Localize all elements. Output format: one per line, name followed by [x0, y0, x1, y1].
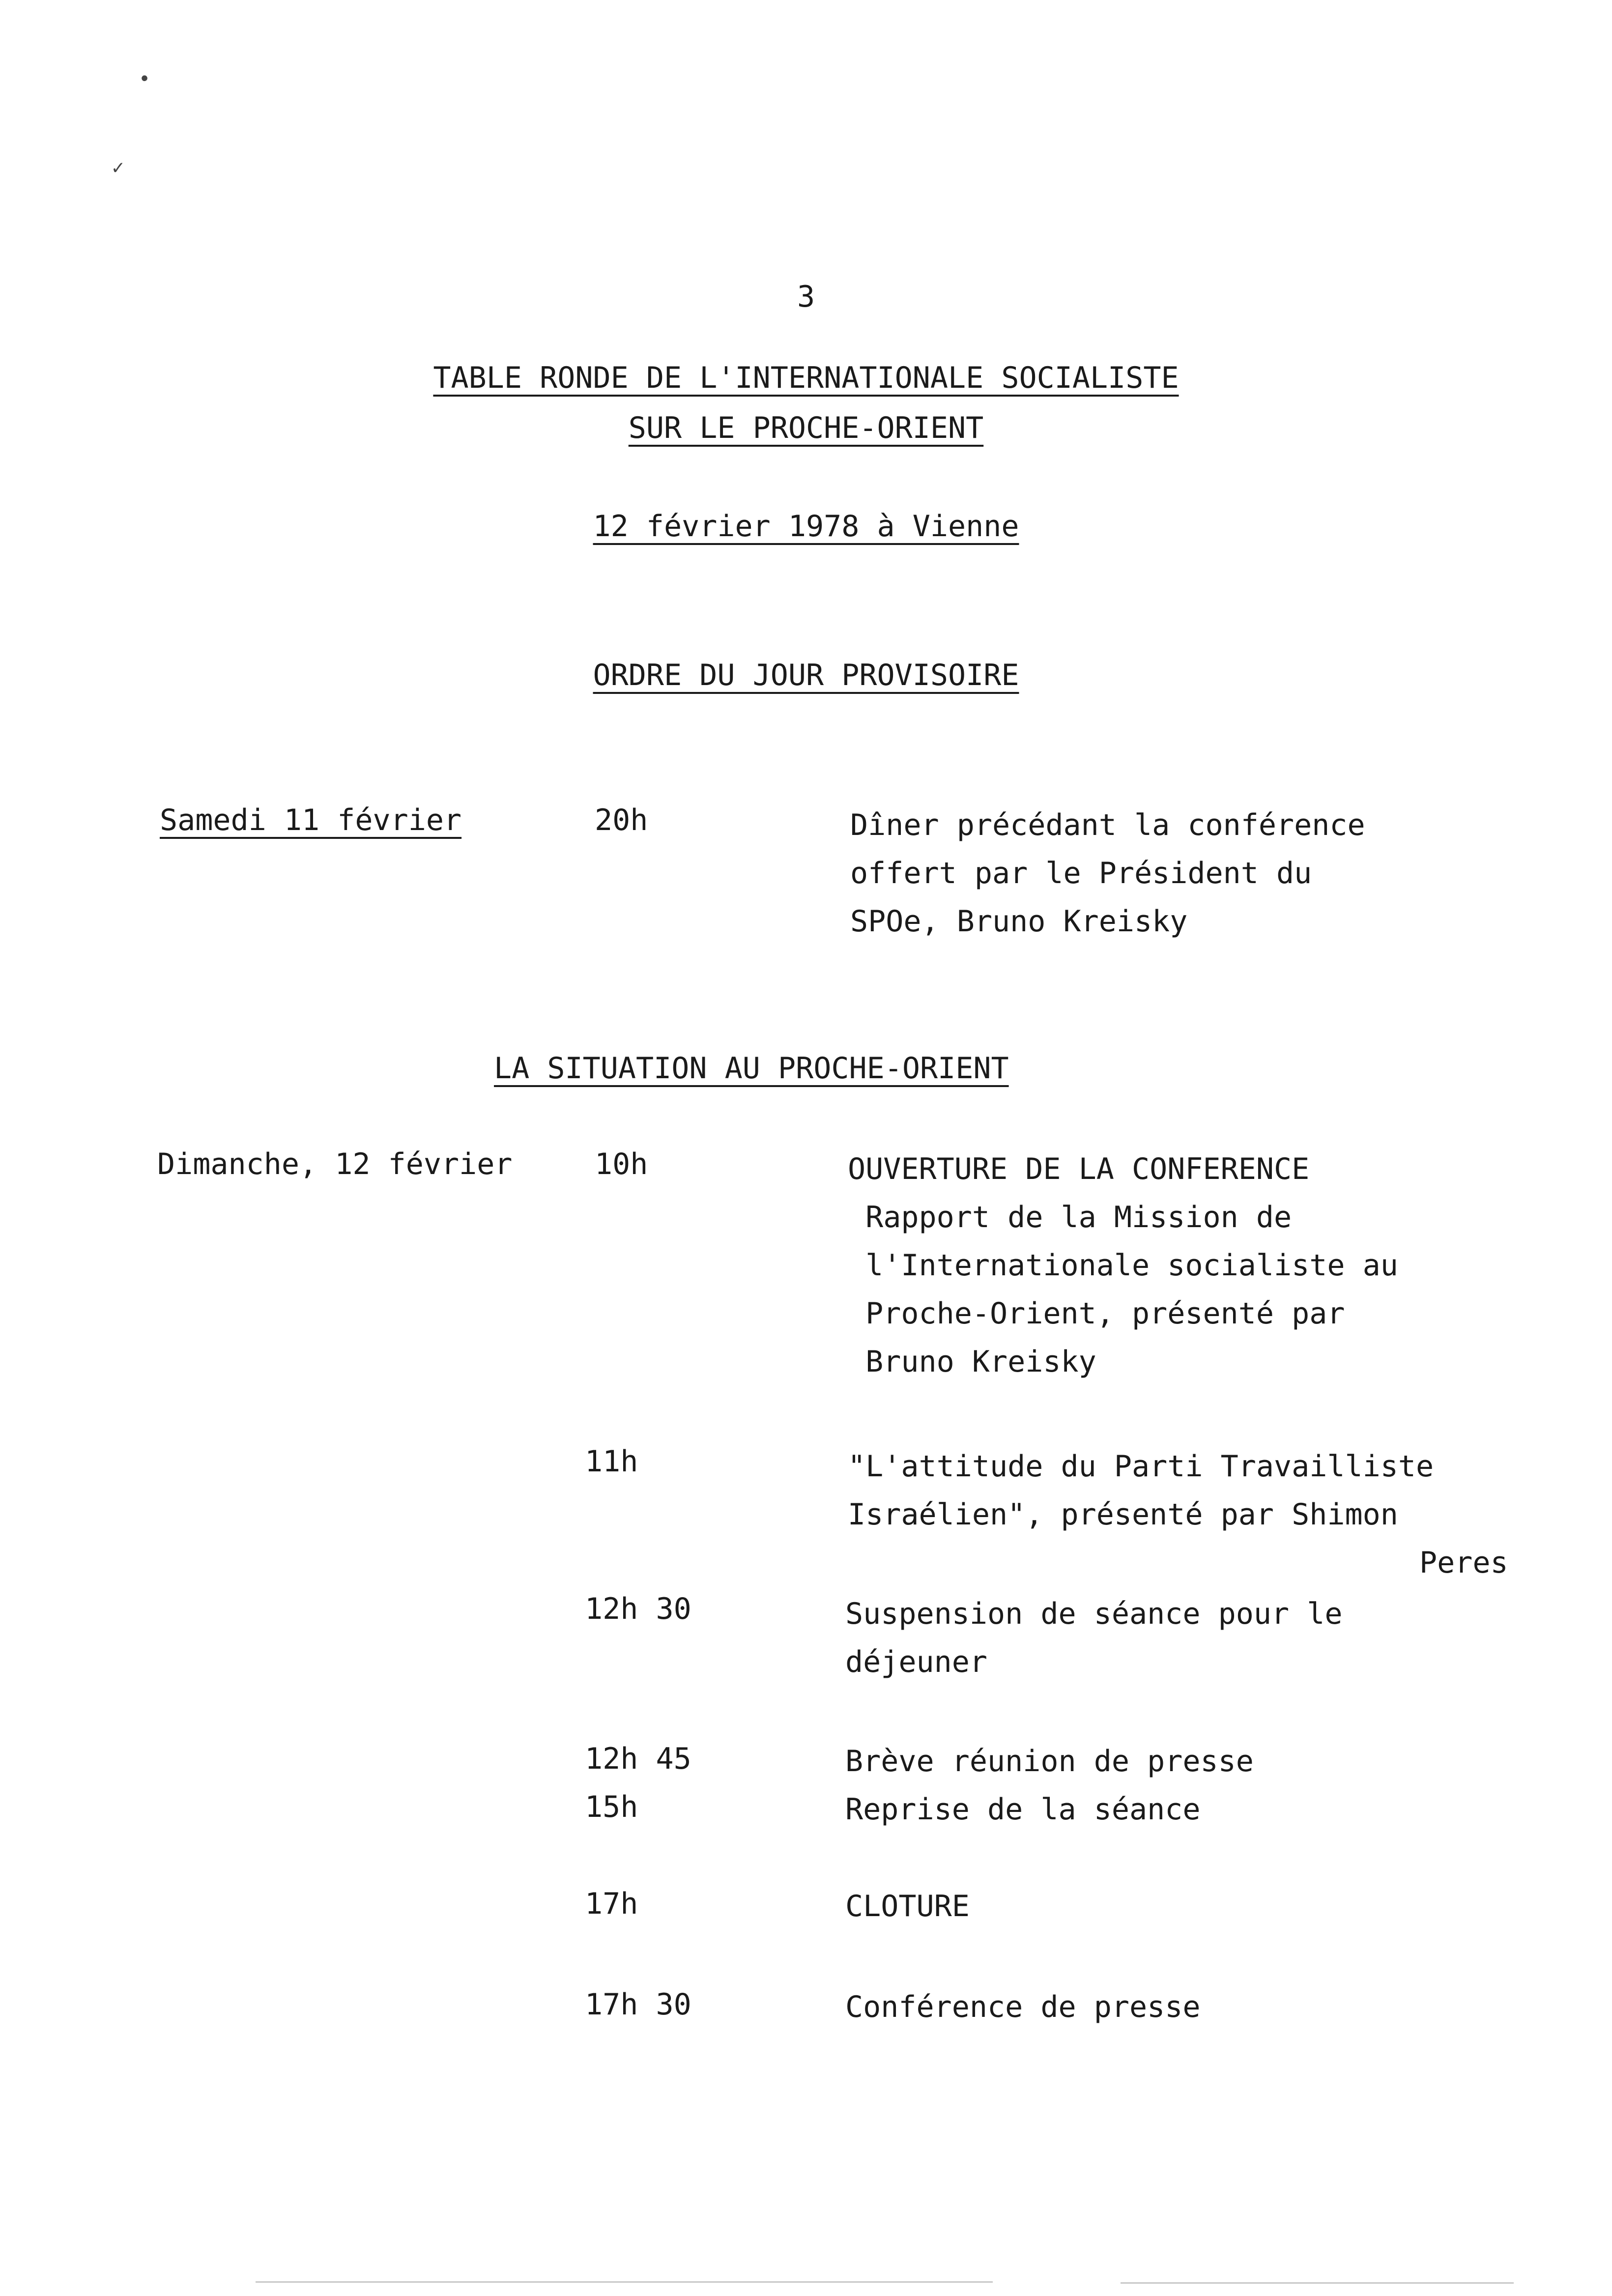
saturday-line-3: SPOe, Bruno Kreisky	[850, 904, 1188, 939]
agenda-10h-line-3: l'Internationale socialiste au	[848, 1248, 1398, 1283]
agenda-time-12h45: 12h 45	[585, 1742, 691, 1776]
agenda-11h-line-2: Israélien", présenté par Shimon	[848, 1497, 1398, 1532]
saturday-time: 20h	[595, 803, 648, 837]
agenda-12h30-line-2: déjeuner	[845, 1645, 987, 1679]
saturday-line-1: Dîner précédant la conférence	[850, 808, 1365, 842]
saturday-day-label: Samedi 11 février	[160, 803, 462, 837]
agenda-10h-line-5: Bruno Kreisky	[848, 1345, 1096, 1379]
agenda-time-15h: 15h	[585, 1790, 638, 1824]
scan-noise-line	[256, 2281, 993, 2283]
agenda-10h-line-4: Proche-Orient, présenté par	[848, 1296, 1345, 1331]
agenda-10h-line-1: OUVERTURE DE LA CONFERENCE	[848, 1152, 1310, 1186]
title-line-1: TABLE RONDE DE L'INTERNATIONALE SOCIALISTE	[433, 361, 1179, 395]
agenda-time-17h30: 17h 30	[585, 1987, 691, 2022]
agenda-time-17h: 17h	[585, 1887, 638, 1921]
section-heading: LA SITUATION AU PROCHE-ORIENT	[494, 1051, 1009, 1086]
agenda-17h30-line-1: Conférence de presse	[845, 1990, 1201, 2024]
saturday-line-2: offert par le Président du	[850, 856, 1312, 890]
agenda-11h-line-1: "L'attitude du Parti Travailliste	[848, 1449, 1434, 1484]
agenda-time-10h: 10h	[595, 1147, 648, 1181]
agenda-11h-overflow: Peres	[1419, 1546, 1508, 1580]
scan-tick-mark: ✓	[112, 156, 124, 179]
agenda-12h30-line-1: Suspension de séance pour le	[845, 1597, 1343, 1631]
agenda-10h-line-2: Rapport de la Mission de	[848, 1200, 1292, 1234]
scan-dot-mark: •	[139, 68, 151, 90]
agenda-heading: ORDRE DU JOUR PROVISOIRE	[593, 658, 1019, 692]
agenda-time-11h: 11h	[585, 1444, 638, 1479]
agenda-time-12h30: 12h 30	[585, 1592, 691, 1626]
agenda-17h-line-1: CLOTURE	[845, 1889, 970, 1923]
title-date: 12 février 1978 à Vienne	[593, 509, 1019, 544]
sunday-day-label: Dimanche, 12 février	[157, 1147, 513, 1181]
title-line-2: SUR LE PROCHE-ORIENT	[628, 411, 984, 445]
scan-noise-line	[1121, 2282, 1514, 2284]
page-number: 3	[797, 280, 815, 314]
agenda-15h-line-1: Reprise de la séance	[845, 1792, 1201, 1827]
agenda-12h45-line-1: Brève réunion de presse	[845, 1744, 1254, 1779]
